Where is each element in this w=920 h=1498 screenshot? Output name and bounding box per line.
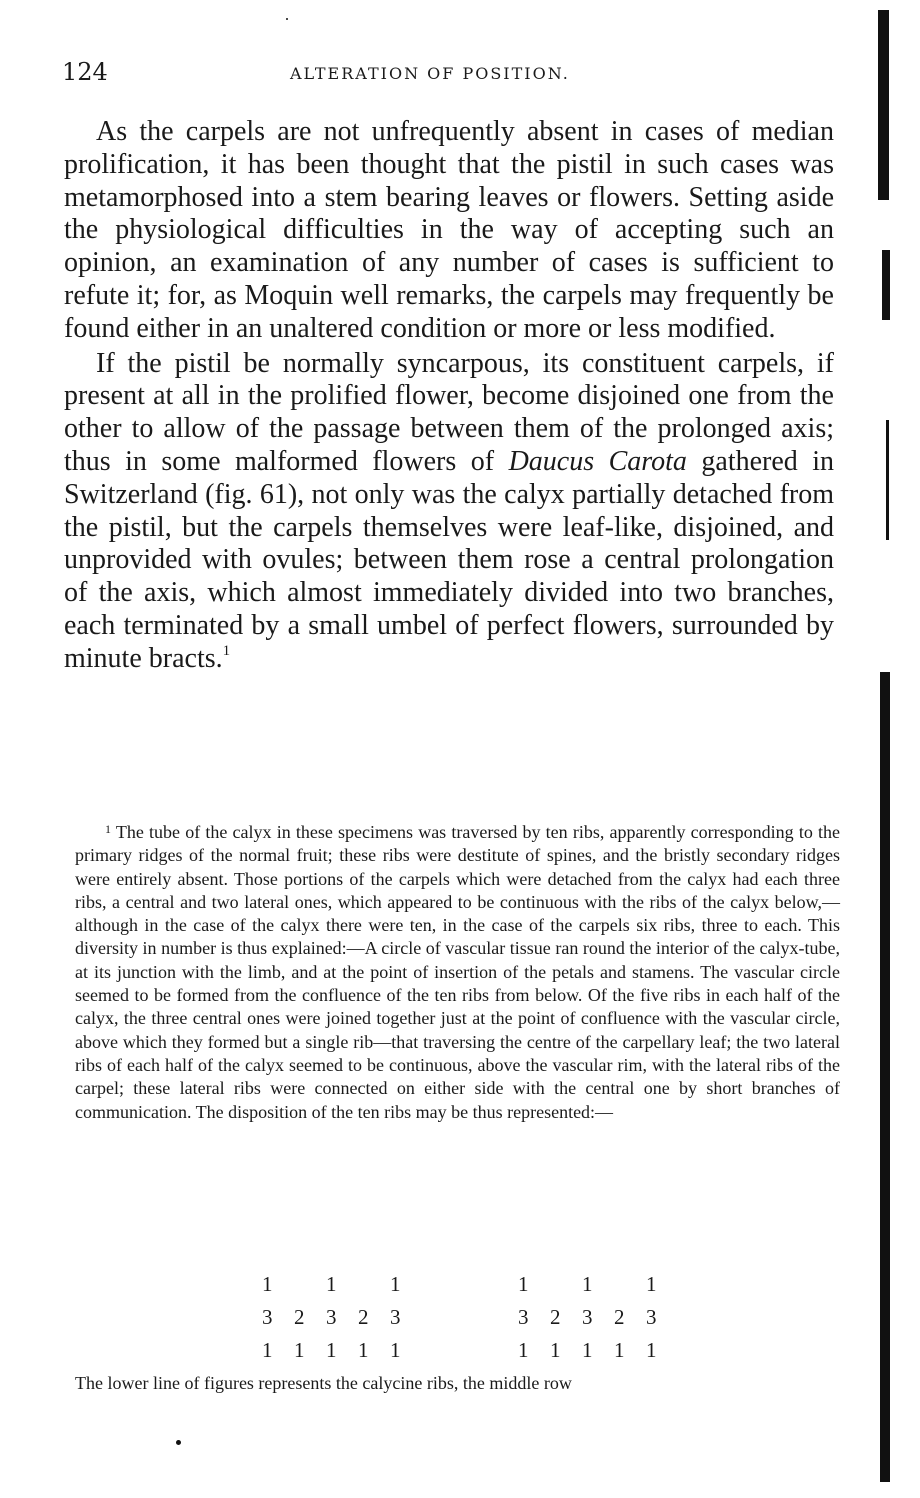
scan-edge-bar: [878, 10, 889, 200]
rib-figure: 3: [518, 1305, 529, 1329]
rib-figure: 1: [646, 1338, 657, 1362]
rib-row-top: [262, 1268, 454, 1301]
rib-figure: 1: [550, 1338, 561, 1362]
scan-edge-bar: [882, 250, 890, 320]
rib-row-bottom: [518, 1334, 710, 1367]
rib-figure: 3: [646, 1305, 657, 1329]
rib-figure: 1: [294, 1338, 305, 1362]
scan-speck: [286, 18, 288, 20]
running-head: ALTERATION OF POSITION.: [290, 64, 570, 83]
rib-figure: 1: [390, 1272, 401, 1296]
rib-row-middle: [518, 1301, 710, 1334]
rib-figure: 1: [358, 1338, 369, 1362]
scan-edge-bar: [880, 672, 890, 1482]
paragraph-2-end: gathered in Switzerland (fig. 61), not only was the calyx partially detached from the pistil, but the carpels themselves were leaf-like, disjoined, and unprovided with ovules; between them rose a central prolongation of the axis, which almost immediately divided into two branches, each terminated by a small umbel of perfect flowers, surrounded by minute bracts.: [64, 445, 835, 674]
rib-figure: 2: [614, 1305, 625, 1329]
scan-speck: [176, 1440, 181, 1445]
rib-figure: 3: [326, 1305, 337, 1329]
footnote: [75, 818, 840, 1124]
rib-diagram-left: [262, 1268, 454, 1367]
rib-diagram-right: [518, 1268, 710, 1367]
scan-edge-bar: [886, 420, 889, 540]
rib-figure: 3: [582, 1305, 593, 1329]
rib-row-top: [518, 1268, 710, 1301]
rib-figure: 1: [262, 1272, 273, 1296]
rib-figure: 2: [358, 1305, 369, 1329]
page-number: 124: [62, 58, 108, 86]
rib-row-middle: [262, 1301, 454, 1334]
footnote-text: The tube of the calyx in these specimens was traversed by ten ribs, apparently corresponding to the primary ridges of the normal fruit; these ribs were destitute of spines, and the bristly secondary ridges were entirely absent. Those portions of the carpels which were detached from the calyx had each three ribs, a central and two lateral ones, which appeared to be continuous with the ribs of the calyx below,—although in the case of the calyx there were ten, in the case of the carpels six ribs, three to each. This diversity in number is thus explained:—A circle of vascular tissue ran round the interior of the calyx-tube, at its junction with the limb, and at the point of insertion of the petals and stamens. The vascular circle seemed to be formed from the confluence of the ten ribs from below. Of the five ribs in each half of the calyx, the three central ones were joined together just at the point of confluence with the vascular circle, above which they formed but a single rib—that traversing the centre of the carpellary leaf; the two lateral ribs of each half of the calyx seemed to be continuous, above the vascular rim, with the lateral ribs of the carpel; these lateral ribs were connected on either side with the central one by short branches of communication. The disposition of the ten ribs may be thus represented:—: [75, 822, 840, 1122]
paragraph-1: As the carpels are not unfrequently absent in cases of median prolification, it has been thought that the pistil in such cases was metamorphosed into a stem bearing leaves or flowers. Setting aside the physiological difficulties in the way of accepting such an opinion, an examination of any number of cases is sufficient to refute it; for, as Moquin well remarks, the carpels may frequently be found either in an unaltered condition or more or less modified.: [64, 116, 834, 344]
rib-figure: 2: [550, 1305, 561, 1329]
footnote-continuation: The lower line of figures represents the calycine ribs, the middle row: [75, 1373, 572, 1393]
paragraph-2-start: If the pistil be normally syncarpous, its constituent carpels, if present at all in the prolified flower, become disjoined one from the other to allow of the passage between them of the prolonged axis; thus in some malformed flowers of: [64, 347, 834, 477]
rib-figure: 3: [390, 1305, 401, 1329]
paragraph-2: [64, 348, 834, 676]
rib-figure: 1: [262, 1338, 273, 1362]
rib-figure: 2: [294, 1305, 305, 1329]
rib-figure: 1: [326, 1272, 337, 1296]
rib-figure: 1: [518, 1338, 529, 1362]
footnote-marker: 1: [105, 822, 111, 836]
taxon-name: Daucus Carota: [508, 445, 687, 477]
rib-figure: 1: [646, 1272, 657, 1296]
rib-row-bottom: [262, 1334, 454, 1367]
rib-figure: 1: [390, 1338, 401, 1362]
footnote-reference: 1: [222, 642, 231, 659]
rib-figure: 1: [582, 1338, 593, 1362]
rib-figure: 1: [326, 1338, 337, 1362]
rib-figure: 1: [582, 1272, 593, 1296]
body-text: [64, 116, 834, 676]
rib-figure: 1: [614, 1338, 625, 1362]
rib-figure: 3: [262, 1305, 273, 1329]
rib-figure: 1: [518, 1272, 529, 1296]
